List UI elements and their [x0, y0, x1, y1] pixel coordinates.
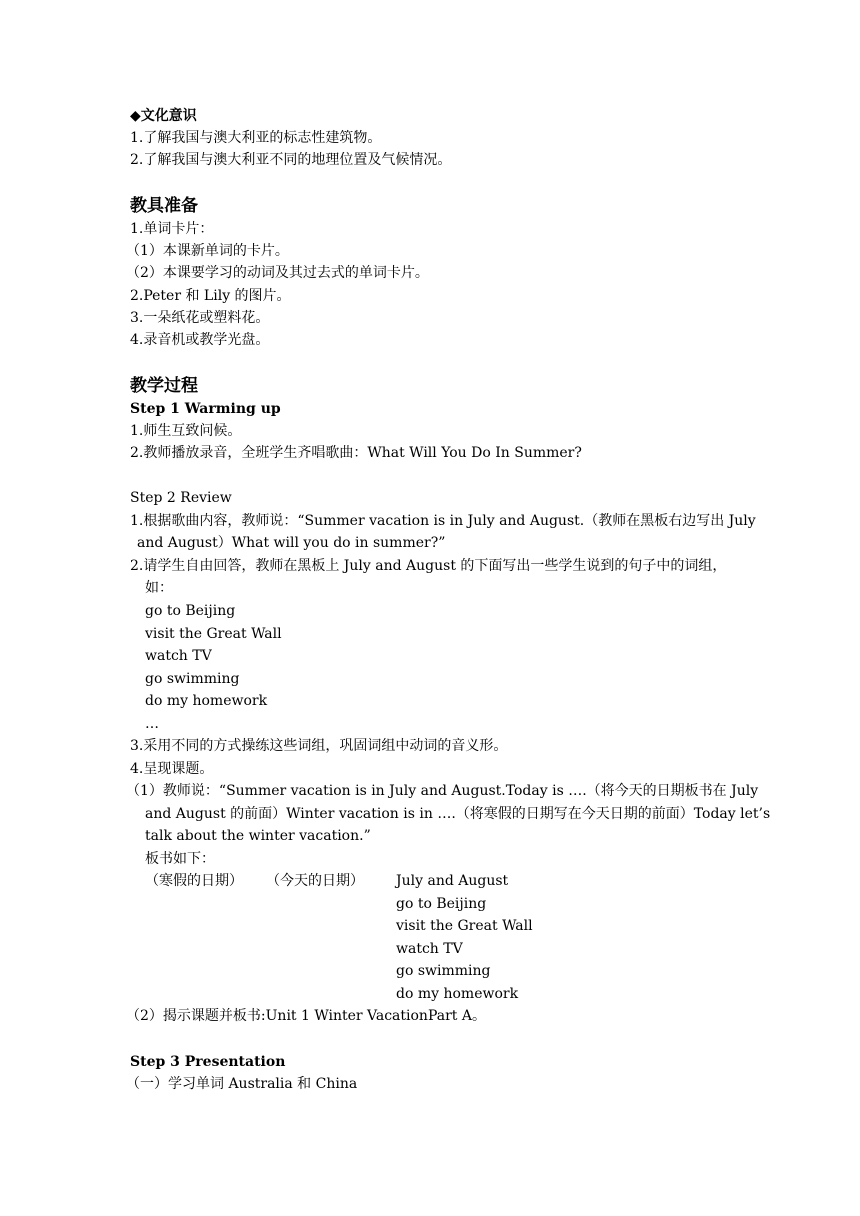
board-col3-item: go to Beijing — [396, 896, 487, 912]
board-intro: 板书如下： — [145, 851, 215, 867]
step2-sub1-line: （1）教师说：“Summer vacation is in July and August.Today is ….（将今天的日期板书在 July — [126, 783, 759, 799]
phrase-item: go to Beijing — [145, 603, 236, 619]
step2-item4: 4.呈现课题。 — [130, 761, 214, 777]
step1-line: 1.师生互致问候。 — [130, 423, 242, 439]
board-col3-item: do my homework — [396, 986, 519, 1002]
materials-line: 3.一朵纸花或塑料花。 — [130, 310, 270, 326]
materials-line: 4.录音机或教学光盘。 — [130, 332, 270, 348]
step3-title: Step 3 Presentation — [130, 1054, 286, 1070]
step2-item1-line: and August）What will you do in summer?” — [137, 535, 446, 551]
phrase-item: go swimming — [145, 671, 240, 687]
step2-sub1-line: and August 的前面）Winter vacation is in ….（将寒假的日期写在今天日期的前面）Today let’s — [145, 806, 771, 822]
step2-item3: 3.采用不同的方式操练这些词组，巩固词组中动词的音义形。 — [130, 738, 508, 754]
step2-item1-line: 1.根据歌曲内容，教师说：“Summer vacation is in July and August.（教师在黑板右边写出 July — [130, 513, 756, 529]
materials-line: （1）本课新单词的卡片。 — [126, 243, 289, 259]
step1-line: 2.教师播放录音，全班学生齐唱歌曲：What Will You Do In Summer? — [130, 445, 582, 461]
step2-title: Step 2 Review — [130, 490, 232, 506]
culture-item: 2.了解我国与澳大利亚不同的地理位置及气候情况。 — [130, 152, 452, 168]
step1-title: Step 1 Warming up — [130, 401, 281, 417]
board-col3-item: July and August — [396, 873, 509, 889]
step2-sub2: （2）揭示课题并板书:Unit 1 Winter VacationPart A。 — [126, 1008, 486, 1024]
culture-heading: ◆文化意识 — [130, 108, 197, 124]
board-col-winter-date: （寒假的日期） — [145, 873, 243, 889]
process-heading: 教学过程 — [130, 376, 198, 396]
step3-line: （一）学习单词 Australia 和 China — [126, 1076, 358, 1092]
step2-sub1-line: talk about the winter vacation.” — [145, 828, 371, 844]
phrase-item: … — [145, 716, 159, 732]
step2-item2-line: 如： — [145, 580, 173, 596]
materials-line: 2.Peter 和 Lily 的图片。 — [130, 288, 291, 304]
step2-item2-line: 2.请学生自由回答，教师在黑板上 July and August 的下面写出一些学生说到的句子中的词组， — [130, 558, 727, 574]
phrase-item: visit the Great Wall — [145, 626, 282, 642]
culture-item: 1.了解我国与澳大利亚的标志性建筑物。 — [130, 130, 382, 146]
board-col3-item: watch TV — [396, 941, 463, 957]
materials-line: 1.单词卡片： — [130, 221, 214, 237]
board-col3-item: go swimming — [396, 963, 491, 979]
board-col3-item: visit the Great Wall — [396, 918, 533, 934]
board-col-today-date: （今天的日期） — [266, 873, 364, 889]
materials-line: （2）本课要学习的动词及其过去式的单词卡片。 — [126, 265, 429, 281]
phrase-item: do my homework — [145, 693, 268, 709]
materials-heading: 教具准备 — [130, 196, 198, 216]
phrase-item: watch TV — [145, 648, 212, 664]
